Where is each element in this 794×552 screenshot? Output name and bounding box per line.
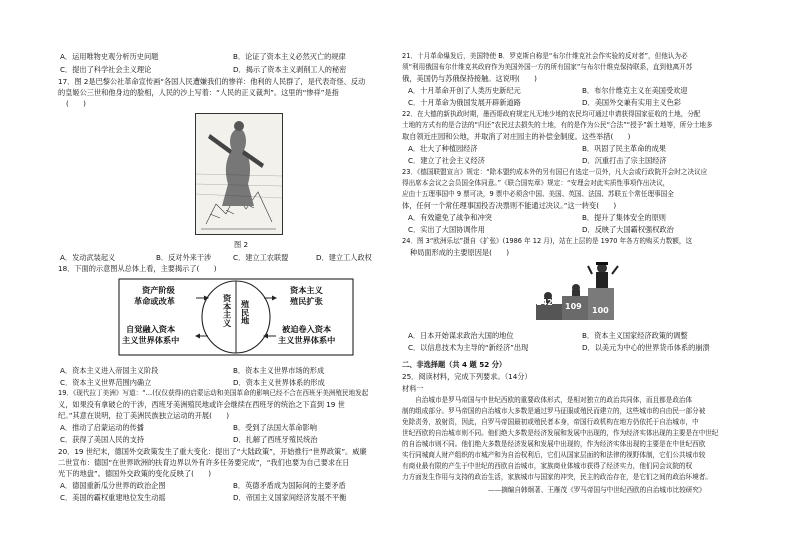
q20-option-d[interactable]: D．帝国主义国家间经济发展不平衡 xyxy=(233,493,347,502)
q16-option-b[interactable]: B．论证了资本主义必然灭亡的规律 xyxy=(233,52,346,61)
q21-stem-line3: 俄，美国仍与苏俄保持接触。这说明( ) xyxy=(402,74,537,83)
q24-option-a[interactable]: A．日本开始谋求政治大国的地位 xyxy=(408,331,514,340)
q20-stem-line1: 20．19 世纪末，德国外交政策发生了重大变化：提出了“大陆政策”，开始推行“世界政策”。威廉 xyxy=(58,447,367,456)
q24-option-c[interactable]: C．以信息技术为主导的“新经济”出现 xyxy=(408,343,529,352)
q23-option-c[interactable]: C．实出了大国协调作用 xyxy=(408,225,485,234)
q19-stem-line2: 义，如果没有拿破仑的干涉，西班牙美洲殖民地或许会继续在西班牙的统治之下直到 19 世 xyxy=(58,400,345,409)
q16-option-a[interactable]: A．运用唯物史观分析历史问题 xyxy=(60,52,159,61)
q19-stem-line1: 19．《现代拉丁美洲》写道：“…(仅仅获得)的启蒙运动和美国革命的影响已经不合在西班牙美洲殖民地发起 xyxy=(58,389,369,397)
q17-stem-line2: 的皇姬公三世和他身边的脸相，人民的沙上写着：“人民的正义裁判”。这里的“惨祥”是指 xyxy=(58,88,339,97)
q18-stem: 18．下面的示意图从总体上看，主要揭示了( ) xyxy=(58,264,217,273)
q18-option-a[interactable]: A．资本主义进入帝国主义阶段 xyxy=(60,366,159,375)
podium-value-1: 142 xyxy=(536,298,553,307)
diagram-bottom-right-2: 主义世界体系中 xyxy=(278,335,336,345)
q19-option-a[interactable]: A．推动了启蒙运动的传播 xyxy=(60,423,144,432)
q19-option-c[interactable]: C．获得了美国人民的支持 xyxy=(60,435,145,444)
q23-stem-line2: 得出席本会议之会员国全体同意。”《联合国宪章》规定：“安理会对此实质性事项作出决议， xyxy=(402,179,670,187)
q20-option-c[interactable]: C．美国的霸权重建地位发生动摇 xyxy=(60,493,166,502)
q21-option-c[interactable]: C．十月革命为俄国发展开辟新道路 xyxy=(408,98,521,107)
diagram-top-right-1: 资本主义 xyxy=(290,285,323,295)
q19-option-b[interactable]: B．受到了法国大革命影响 xyxy=(233,423,317,432)
material-para-7: 有商业最有限的产生于中世纪的西欧自治城市，家族商业体城市获得了经济实力，他们同会议院的权 xyxy=(402,462,693,470)
q21-option-d[interactable]: D．美国外交兼有实用主义色彩 xyxy=(582,98,681,107)
q23-option-d[interactable]: D．反映了大国霸权强权政治 xyxy=(582,225,674,234)
q22-stem-line1: 22．在大德的新执政时期，墨西哥政府规定凡无地少地的农民均可通过申请获得国家征收的土地，分配 xyxy=(402,110,701,118)
q21-stem-line2: 须“利用俄国布尔什维克其政府作为美国外国一方的所有国家”与布尔什维克保持联系，直到他离开苏 xyxy=(402,63,693,71)
figure-3-cartoon xyxy=(532,258,632,322)
podium-value-2: 109 xyxy=(565,302,582,311)
diagram-top-left-2: 革命或改革 xyxy=(134,296,175,306)
q18-diagram xyxy=(118,278,354,356)
q20-stem-line2: 二世宣布：德国“在世界欧洲的扶育边界以外有许多任务要完成”，“我们也要为自己要求在日 xyxy=(58,458,350,467)
q24-option-d[interactable]: D．以美元为中心的世界货币体系的崩溃 xyxy=(582,343,710,352)
diagram-bottom-left-1: 自觉融入资本 xyxy=(126,324,176,334)
propaganda-engraving-icon xyxy=(196,114,282,234)
q18-option-c[interactable]: C．资本主义世界范围内确立 xyxy=(60,378,152,387)
material-source: ——摘编自韩炯著、王雁茂《罗马帝国与中世纪西欧的自治城市比较研究》 xyxy=(488,486,706,494)
q22-stem-line2: 土地的方式有的是合法的“归还”农民过去损失的土地，有的是作为公民“合法”“授予”新土地等，所分土地多 xyxy=(402,121,713,129)
q23-stem-line4: 体，任何一个常任理事国投否决票则不能通过决议。”这一转变( ) xyxy=(402,201,617,210)
q17-option-b[interactable]: B．反对外来干涉 xyxy=(156,253,212,262)
q20-option-a[interactable]: A．德国重新瓜分世界的政治企图 xyxy=(60,481,166,490)
material-label: 材料一 xyxy=(402,384,424,393)
q23-option-a[interactable]: A．有效避免了战争和冲突 xyxy=(408,213,492,222)
diagram-bottom-left-2: 主义世界体系中 xyxy=(122,335,180,345)
material-para-4: 世纪西欧的自治城市则不同。他们绝大多数是经济发展和发展中出现的，作为经济实体出现的主要是在中世纪 xyxy=(402,429,719,437)
figure-2-caption: 图 2 xyxy=(234,240,249,249)
material-para-5: 的自治城市则不同。他们绝大多数是经济发展和发展中出现的，作为经济实体出现的主要是在中世纪西欧 xyxy=(402,440,706,448)
material-para-2: 制的组成部分。罗马帝国的自治城市大多数是通过罗马征服或殖民而建立的，这些城市的自由民一部分被 xyxy=(402,407,706,415)
q20-stem-line3: 光下的地盘”。德国外交政策的变化反映了( ) xyxy=(58,469,212,478)
q23-stem-line3: 应由十五理事国中 9 票可决，9 票中必须含中国、美国、英国、法国、苏联五个常任理事国全 xyxy=(402,190,674,198)
figure-2-image xyxy=(195,113,283,235)
q22-option-b[interactable]: B．巩固了民主革命的成果 xyxy=(582,144,666,153)
material-para-6: 实行同城商人财产组织的市城产和为自治权利后，它们从国家层面的和法律的视野体制，它们公共城市较 xyxy=(402,451,706,459)
material-para-3: 免除责务，放射资，因此，自罗马帝国最初或殖民者本身，帝国行政机构在地方仍依托于自治城市，中 xyxy=(402,418,699,426)
q22-option-a[interactable]: A．壮大了种植园经济 xyxy=(408,144,478,153)
q17-option-d[interactable]: D．建立工人政权 xyxy=(316,253,372,262)
q17-stem-line1: 17．图 2是巴黎公社革命宣传画“各国人民遭嫌我们的惨祥：他利的人民群了，是代表奇怪、反动 xyxy=(58,77,366,86)
q23-option-b[interactable]: B．提升了集体安全的原则 xyxy=(582,213,666,222)
q20-option-b[interactable]: B．英德矛盾成为国际间的主要矛盾 xyxy=(233,481,346,490)
q16-option-d[interactable]: D．揭示了资本主义剥削工人的秘密 xyxy=(233,65,347,74)
section-2-title: 二、非选择题（共 4 题 52 分） xyxy=(402,360,507,369)
diagram-top-left-1: 资产阶级 xyxy=(142,285,175,295)
diagram-bottom-right-1: 被迫卷入资本 xyxy=(282,324,332,334)
material-para-8: 力方面发生作用与支持的政治生活，家族城市与国家的冲突，民主的政治存在，是它们之间的政治环境者。 xyxy=(402,473,712,481)
q24-option-b[interactable]: B．资本主义国家经济政策的调整 xyxy=(582,331,688,340)
q24-stem-line2: 种局面形成的主要原因是( ) xyxy=(410,248,510,257)
q22-option-d[interactable]: D．沉重打击了宗主国经济 xyxy=(582,156,667,165)
q18-option-d[interactable]: D．资本主义世界体系的形成 xyxy=(233,378,325,387)
cartoon-podium-icon xyxy=(532,258,632,322)
q22-stem-line3: 取自领近庄园和公地，并取消了对庄园主的补偿金制度。这些举措( ) xyxy=(402,132,631,141)
q17-option-c[interactable]: C．建立工农联盟 xyxy=(233,253,289,262)
q21-stem-line1: 21．十月革命爆发后，美国特使 B．罗克斯自称是“布尔什维克社会作实验的反对者”，但他认为必 xyxy=(402,52,688,60)
q16-option-c[interactable]: C．提出了科学社会主义理论 xyxy=(60,65,152,74)
podium-value-3: 100 xyxy=(592,306,609,315)
q21-option-a[interactable]: A．十月革命开创了人类历史新纪元 xyxy=(408,86,521,95)
q25-stem: 25．阅读材料，完成下列要求。（14分） xyxy=(402,372,532,381)
q19-option-d[interactable]: D．扎解了西班牙殖民统治 xyxy=(233,435,318,444)
q24-stem-line1: 24．图 3“欧洲乐坛”摄自《扩张》(1986 年 12 月)，站在上层的是 1970 年各方的购买力数额，这 xyxy=(402,237,693,245)
q21-option-b[interactable]: B．布尔什维克主义在美国受欢迎 xyxy=(582,86,688,95)
q19-stem-line3: 纪。”其意在说明，拉丁美洲民族独立运动的开展( ) xyxy=(58,411,230,420)
material-para-1: 自治城市是罗马帝国与中世纪西欧的重要政体形式，是相对独立的政治共同体，而且都是政治体 xyxy=(402,396,693,404)
q17-stem-line3: ( ) xyxy=(66,99,86,108)
q17-option-a[interactable]: A．发动武装起义 xyxy=(60,253,116,262)
q18-option-b[interactable]: B．资本主义世界市场的形成 xyxy=(233,366,325,375)
diagram-center-right: 殖民地 xyxy=(240,300,251,325)
q23-stem-line1: 23．《德国联盟宣言》规定：“除本盟约成本外的另有国已有选定一员外，凡大会或行政院开会时之决议应 xyxy=(402,168,708,176)
diagram-top-right-2: 殖民扩张 xyxy=(290,296,323,306)
q22-option-c[interactable]: C．建立了社会主义经济 xyxy=(408,156,485,165)
diagram-center-left: 资本主义 xyxy=(222,294,233,327)
